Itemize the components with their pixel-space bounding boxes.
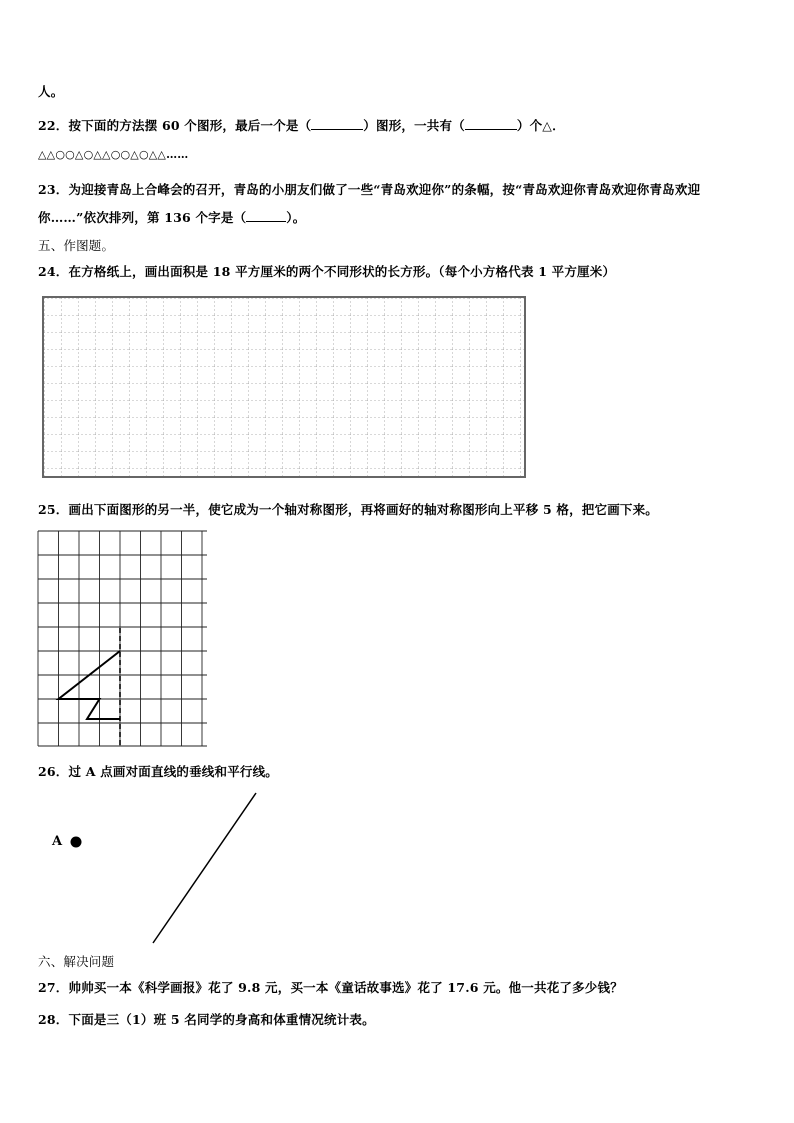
q23-blank[interactable] bbox=[246, 209, 286, 222]
question-25: 25．画出下面图形的另一半，使它成为一个轴对称图形，再将画好的轴对称图形向上平移 5 格，把它画下来。 bbox=[38, 502, 658, 517]
q22-blank-2[interactable] bbox=[465, 117, 517, 130]
question-24: 24．在方格纸上，画出面积是 18 平方厘米的两个不同形状的长方形。（每个小方格代表 1 平方厘米） bbox=[38, 264, 616, 279]
q25-grid-figure[interactable] bbox=[37, 530, 209, 748]
q23-text-b: 你……”依次排列，第 136 个字是（ bbox=[38, 210, 247, 225]
q22-sequence: △△○○△○△△○○△○△△…… bbox=[38, 148, 189, 161]
q24-grid-paper[interactable] bbox=[42, 296, 526, 478]
prev-question-end: 人。 bbox=[38, 84, 64, 99]
given-line bbox=[153, 793, 256, 943]
question-23-line1: 23．为迎接青岛上合峰会的召开，青岛的小朋友们做了一些“青岛欢迎你”的条幅，按“青岛欢迎你青岛欢迎你青岛欢迎 bbox=[38, 182, 701, 197]
section-5-heading: 五、作图题。 bbox=[38, 238, 115, 253]
q22-text-a: 22．按下面的方法摆 60 个图形，最后一个是（ bbox=[38, 118, 312, 133]
question-28: 28．下面是三（1）班 5 名同学的身高和体重情况统计表。 bbox=[38, 1012, 375, 1027]
half-figure bbox=[59, 651, 121, 719]
section-6-heading: 六、解决问题 bbox=[38, 954, 115, 969]
question-26: 26．过 A 点画对面直线的垂线和平行线。 bbox=[38, 764, 278, 779]
q23-text-c: ）。 bbox=[286, 210, 306, 225]
q22-blank-1[interactable] bbox=[311, 117, 363, 130]
point-a-label: A bbox=[52, 834, 63, 849]
question-23-line2 bbox=[38, 208, 305, 226]
q26-figure[interactable] bbox=[60, 785, 280, 950]
question-27: 27．帅帅买一本《科学画报》花了 9.8 元，买一本《童话故事选》花了 17.6 元。他一共花了多少钱？ bbox=[38, 980, 623, 995]
point-a bbox=[71, 837, 82, 848]
q22-text-b: ）图形，一共有（ bbox=[363, 118, 465, 133]
question-22 bbox=[38, 116, 565, 134]
q22-text-c: ）个△． bbox=[516, 118, 565, 133]
